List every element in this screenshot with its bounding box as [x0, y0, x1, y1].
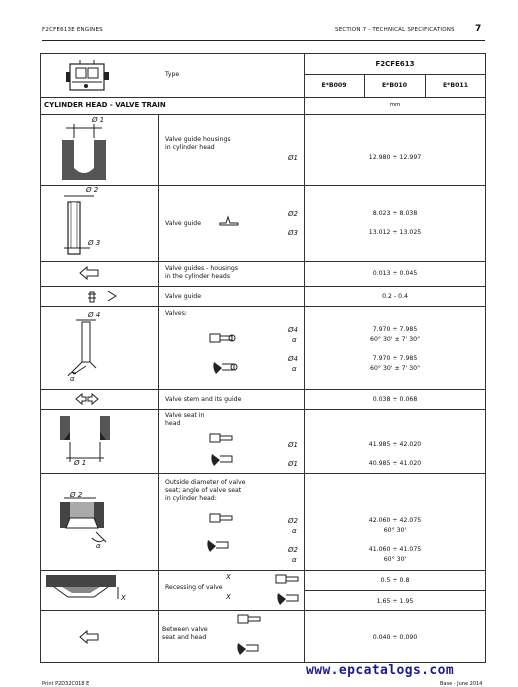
row9-sym2: X — [226, 593, 231, 601]
header-engine-title: F2CFE613E ENGINES — [42, 27, 103, 33]
variant-2: E*B010 — [381, 82, 408, 89]
row-line — [40, 306, 486, 307]
intake-diameter-icon — [208, 510, 236, 526]
intake-valve-icon — [208, 330, 236, 346]
row-line — [40, 114, 486, 115]
row5-desc: Valves: — [165, 310, 188, 317]
row9-desc: Recessing of valve — [165, 584, 223, 591]
row9-value2: 1.65 ÷ 1.95 — [376, 598, 414, 605]
row8-value2b: 60° 30' — [383, 556, 407, 563]
exhaust-valve-icon — [210, 358, 238, 378]
row1-desc: Valve guide housings in cylinder head — [165, 136, 231, 151]
variant-1: E*B009 — [321, 82, 347, 89]
row3-value: 0.013 ÷ 0.045 — [372, 270, 418, 277]
row3-desc: Valve guides - housings in the cylinder heads — [165, 265, 239, 280]
seat-head-fit-icon — [78, 630, 100, 644]
intake-recess-icon — [274, 572, 302, 586]
section-title: CYLINDER HEAD - VALVE TRAIN — [44, 101, 166, 109]
fig-label-d1-seat: Ø 1 — [74, 459, 87, 467]
unit-label: mm — [389, 102, 401, 108]
row4-desc: Valve guide — [165, 293, 202, 300]
page-number: 7 — [475, 24, 482, 34]
fig-label-alpha-seat: α — [96, 542, 101, 550]
intake-seat-icon — [208, 430, 236, 446]
row5-sym1: Ø4 — [288, 326, 298, 334]
row5-sym2b: α — [292, 365, 297, 373]
row5-value2b: 60° 30' ± 7' 30" — [370, 365, 420, 372]
row-line — [40, 610, 486, 611]
row8-sym1: Ø2 — [288, 517, 298, 525]
seat-diameter-drawing — [56, 488, 118, 552]
row5-value1: 7.970 ÷ 7.985 — [372, 326, 418, 333]
row5-sym2: Ø4 — [288, 355, 298, 363]
row9-sym1: X — [226, 573, 231, 581]
row5-value1b: 60° 30' ± 7' 30" — [370, 336, 420, 343]
row-line — [304, 74, 486, 75]
fig-label-d2-seat: Ø 2 — [70, 491, 83, 499]
row1-sym: Ø1 — [288, 154, 298, 162]
row4-value: 0.2 - 0.4 — [382, 293, 408, 300]
row7-desc: Valve seat in head — [165, 412, 205, 427]
row1-value: 12.980 ÷ 12.997 — [368, 154, 422, 161]
row-line — [304, 590, 486, 591]
engine-model: F2CFE613 — [375, 60, 415, 68]
valve-guide-drawing — [60, 188, 100, 258]
footer-print-code: Print P2D32C018 E — [42, 681, 90, 687]
row2-sym2: Ø3 — [288, 229, 298, 237]
row8-sym2: Ø2 — [288, 546, 298, 554]
guide-housing-drawing — [56, 118, 112, 182]
fit-arrow-icon — [78, 266, 100, 280]
fig-label-d2: Ø 2 — [86, 186, 99, 194]
stem-guide-icon — [74, 392, 100, 406]
row7-value2: 40.985 ÷ 41.020 — [368, 460, 422, 467]
exhaust-seat-icon — [208, 450, 236, 470]
row10-desc: Between valve seat and head — [162, 626, 208, 641]
row2-value1: 8.023 ÷ 8.038 — [372, 210, 418, 217]
exhaust-diameter-icon — [204, 536, 232, 556]
row6-desc: Valve stem and its guide — [165, 396, 242, 403]
row8-value2: 41.060 ÷ 41.075 — [368, 546, 422, 553]
header-rule — [42, 40, 485, 41]
fig-label-x: X — [121, 594, 126, 602]
footer-edition: Base - June 2014 — [440, 681, 483, 687]
row2-desc: Valve guide — [165, 220, 202, 227]
intake-seat-head-icon — [236, 612, 264, 626]
row2-sym1: Ø2 — [288, 210, 298, 218]
row5-value2: 7.970 ÷ 7.985 — [372, 355, 418, 362]
fig-label-d4: Ø 4 — [88, 311, 101, 319]
row-line — [40, 261, 486, 262]
row8-desc: Outside diameter of valve seat; angle of valve seat in cylinder head: — [165, 479, 246, 502]
row5-sym1b: α — [292, 336, 297, 344]
watermark: www.epcatalogs.com — [306, 663, 455, 678]
fig-label-alpha: α — [70, 375, 75, 383]
row7-sym2: Ø1 — [288, 460, 298, 468]
row-line — [40, 473, 486, 474]
exhaust-recess-icon — [274, 590, 302, 608]
row-line — [40, 389, 486, 390]
row-line — [40, 570, 486, 571]
row-line — [40, 97, 486, 98]
variant-3: E*B011 — [442, 82, 469, 89]
fig-label-d3: Ø 3 — [88, 239, 101, 247]
exhaust-seat-head-icon — [234, 640, 262, 658]
valve-drawing — [66, 312, 106, 384]
row8-sym2b: α — [292, 556, 297, 564]
row8-value1b: 60° 30' — [383, 527, 407, 534]
type-label: Type — [165, 71, 180, 78]
row-line — [40, 185, 486, 186]
fig-label-d1: Ø 1 — [92, 116, 105, 124]
row8-sym1b: α — [292, 527, 297, 535]
row6-value: 0.038 ÷ 0.068 — [372, 396, 418, 403]
row8-value1: 42.060 ÷ 42.075 — [368, 517, 422, 524]
header-section-title: SECTION 7 - TECHNICAL SPECIFICATIONS — [335, 27, 455, 33]
guide-protrusion-icon — [86, 288, 120, 304]
row10-value: 0.040 ÷ 0.090 — [372, 634, 418, 641]
row7-value1: 41.985 ÷ 42.020 — [368, 441, 422, 448]
row2-value2: 13.012 ÷ 13.025 — [368, 229, 422, 236]
row-line — [40, 409, 486, 410]
row7-sym1: Ø1 — [288, 441, 298, 449]
row9-value1: 0.5 ÷ 0.8 — [380, 577, 410, 584]
recess-drawing — [44, 573, 128, 607]
guide-small-icon — [218, 215, 240, 227]
row-line — [40, 286, 486, 287]
engine-icon — [66, 58, 110, 94]
